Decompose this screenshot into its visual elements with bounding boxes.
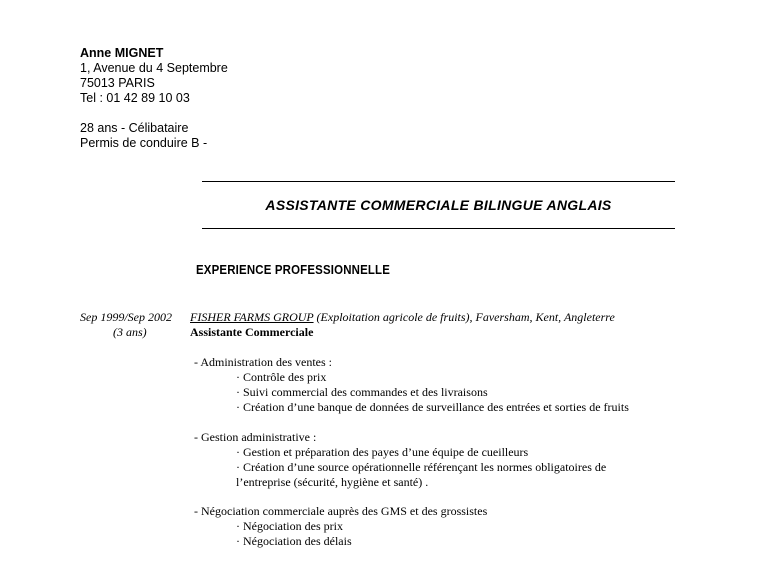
- company-detail: (Exploitation agricole de fruits), Faversham, Kent, Angleterre: [313, 310, 615, 324]
- block-heading-sales-admin: - Administration des ventes :: [194, 355, 332, 369]
- list-item: · Négociation des délais: [236, 534, 352, 548]
- job-role: Assistante Commerciale: [190, 325, 314, 339]
- list-item-continuation: l’entreprise (sécurité, hygiène et santé) .: [236, 475, 429, 489]
- job-duration: (3 ans): [113, 325, 147, 339]
- list-item: · Gestion et préparation des payes d’une équipe de cueilleurs: [236, 445, 529, 459]
- block-heading-admin-management: - Gestion administrative :: [194, 430, 317, 444]
- list-item: · Création d’une source opérationnelle référençant les normes obligatoires de: [236, 460, 607, 474]
- title-rule-bottom: [202, 228, 675, 229]
- spacer: [80, 106, 228, 121]
- address-line-2: 75013 PARIS: [80, 76, 155, 90]
- block-heading-negotiation: - Négociation commerciale auprès des GMS et des grossistes: [194, 504, 488, 518]
- driving-license: Permis de conduire B -: [80, 136, 208, 150]
- address-line-1: 1, Avenue du 4 Septembre: [80, 61, 228, 75]
- list-item: · Négociation des prix: [236, 519, 343, 533]
- candidate-name: Anne MIGNET: [80, 46, 164, 60]
- cv-title: ASSISTANTE COMMERCIALE BILINGUE ANGLAIS: [265, 197, 612, 213]
- contact-block: [80, 46, 228, 151]
- phone-number: Tel : 01 42 89 10 03: [80, 91, 190, 105]
- title-rule-top: [202, 181, 675, 182]
- list-item: · Suivi commercial des commandes et des livraisons: [236, 385, 488, 399]
- age-status: 28 ans - Célibataire: [80, 121, 189, 135]
- job-company-line: [190, 310, 615, 325]
- company-name: FISHER FARMS GROUP: [190, 310, 314, 324]
- job-dates: Sep 1999/Sep 2002: [80, 310, 172, 324]
- list-item: · Contrôle des prix: [236, 370, 327, 384]
- list-item: · Création d’une banque de données de surveillance des entrées et sorties de fruits: [236, 400, 629, 414]
- section-heading-experience: EXPERIENCE PROFESSIONNELLE: [196, 262, 391, 277]
